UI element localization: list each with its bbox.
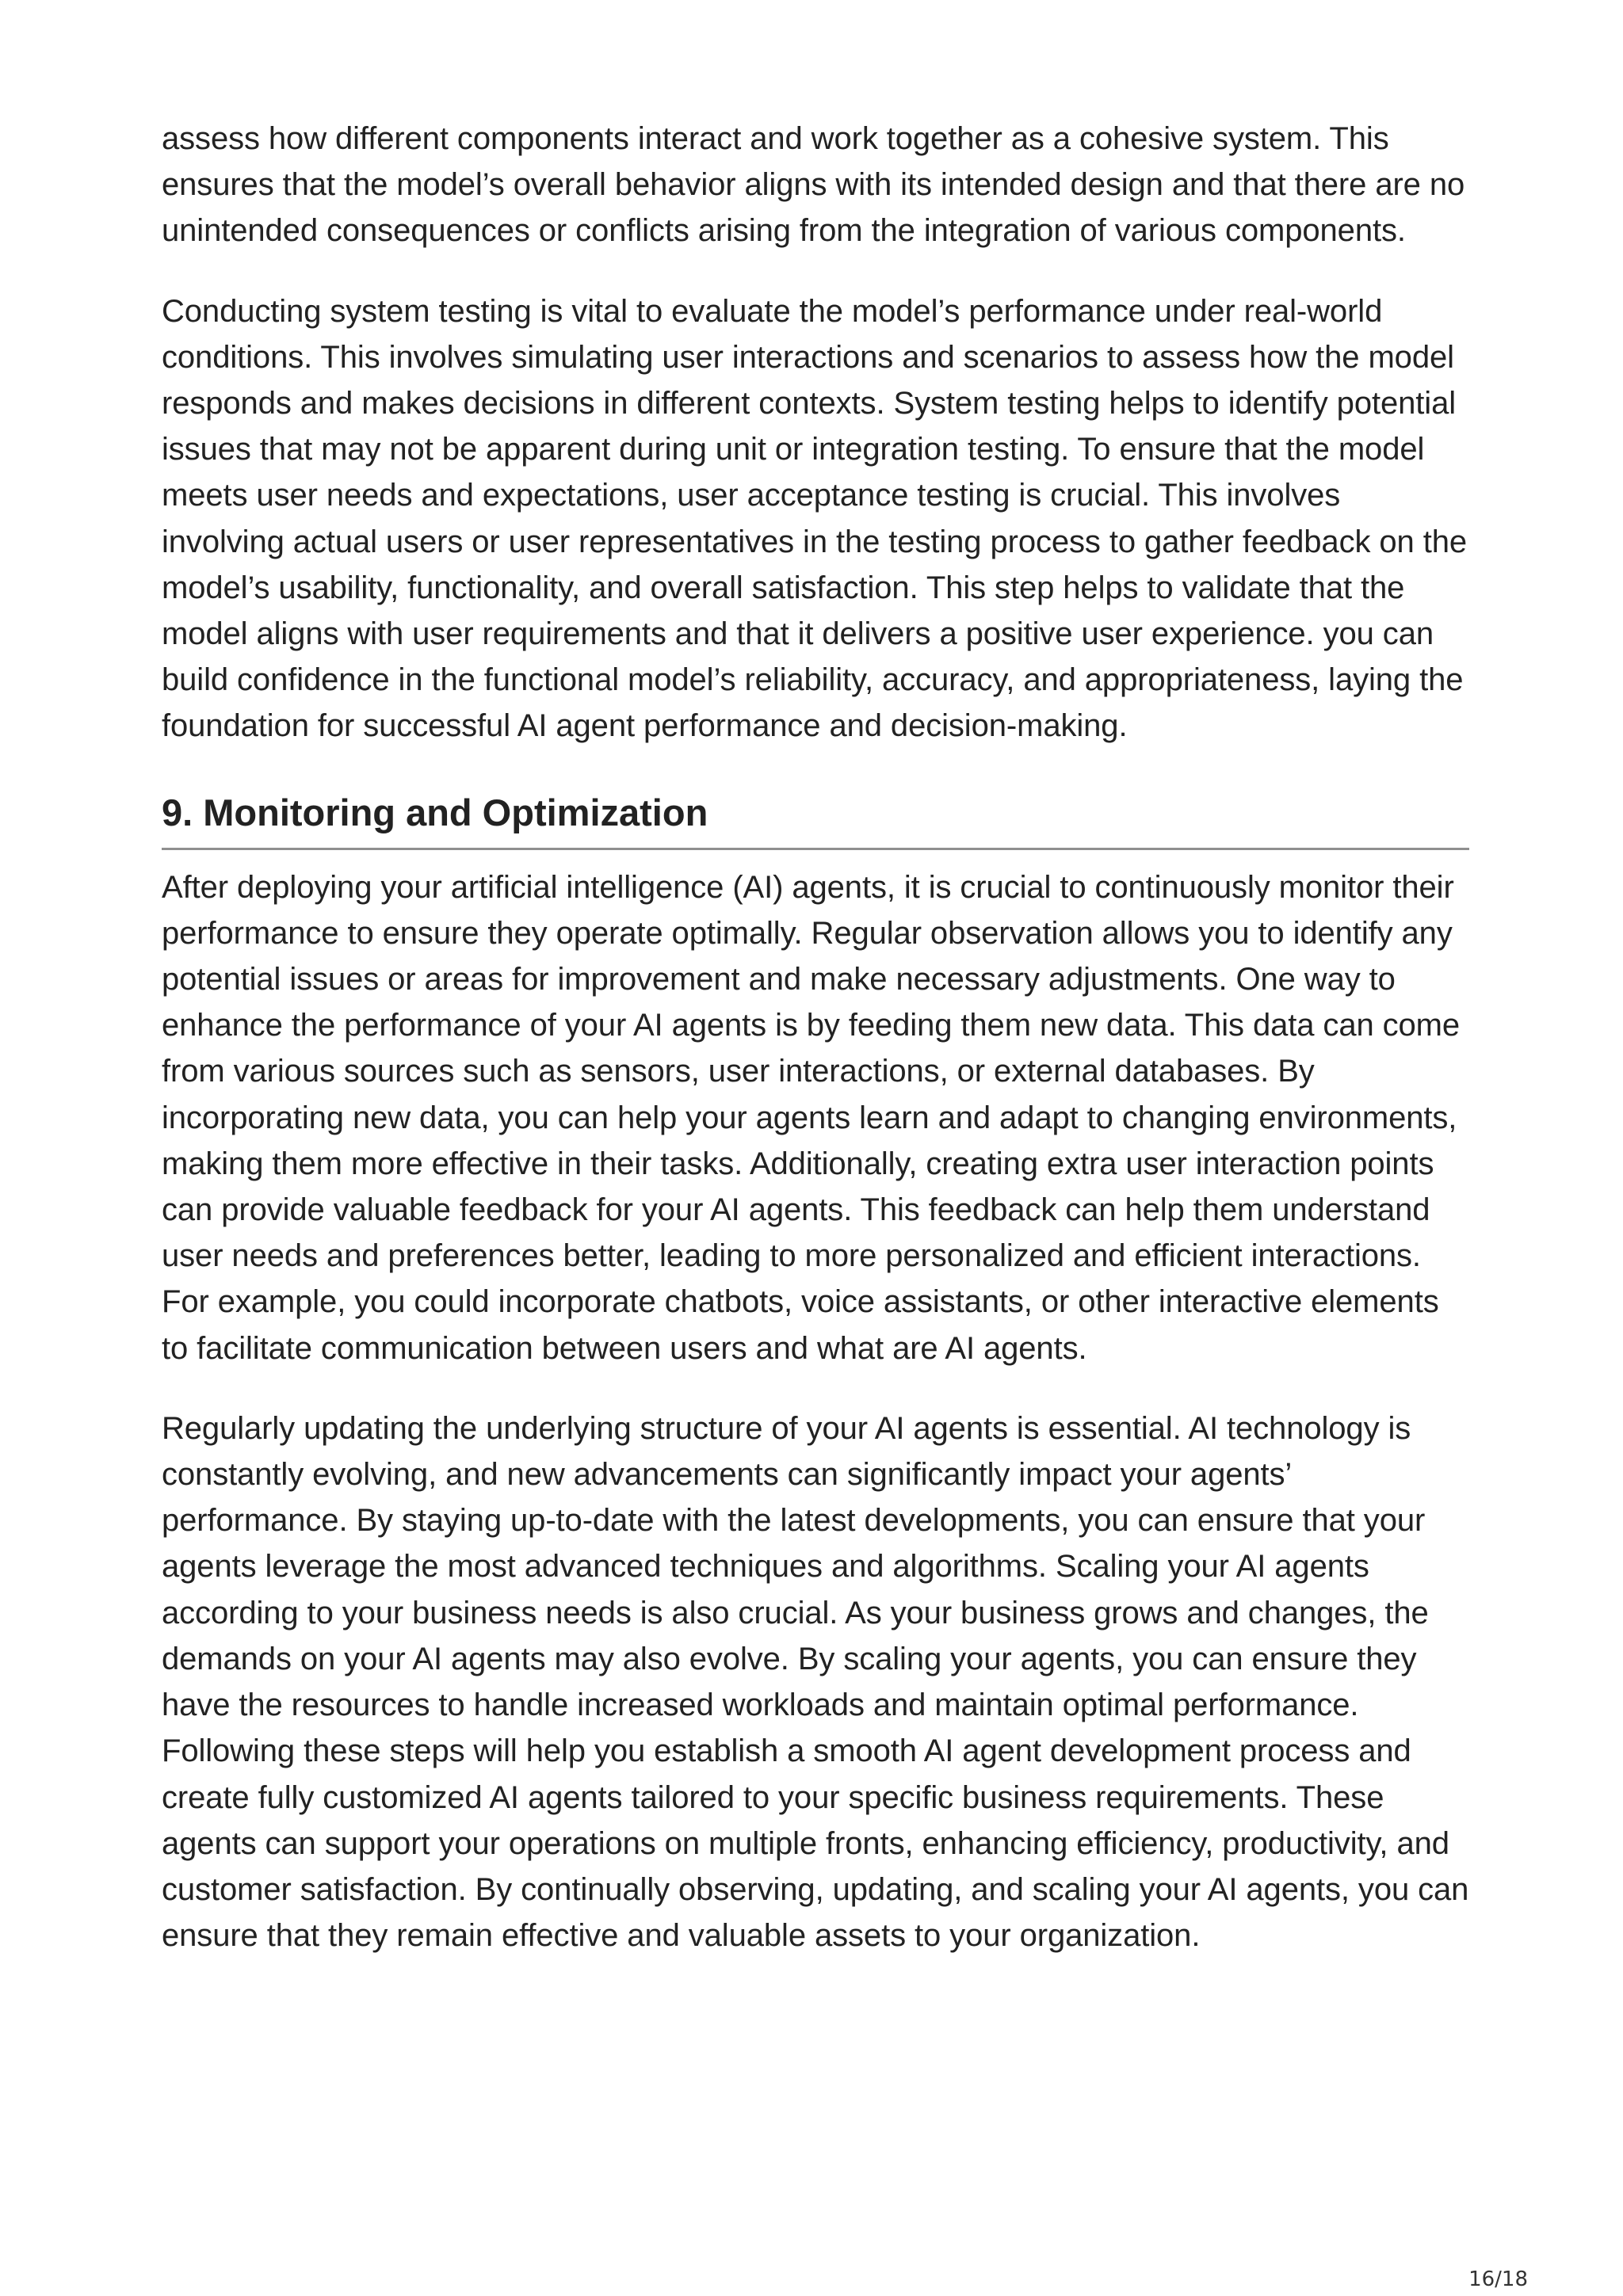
document-page	[162, 116, 1469, 1958]
paragraph-system-testing: Conducting system testing is vital to evaluate the model’s performance under real-world conditions. This involves simulating user interactions and scenarios to assess how the model responds and makes decisions in different contexts. System testing helps to identify potential issues that may not be apparent during unit or integration testing. To ensure that the model meets user needs and expectations, user acceptance testing is crucial. This involves involving actual users or user representatives in the testing process to gather feedback on the model’s usability, functionality, and overall satisfaction. This step helps to validate that the model aligns with user requirements and that it delivers a positive user experience. you can build confidence in the functional model’s reliability, accuracy, and appropriateness, laying the foundation for successful AI agent performance and decision-making.	[162, 293, 1468, 744]
page-number: 16/18	[1468, 2267, 1528, 2291]
paragraph-integration-testing: assess how different components interact and work together as a cohesive system. This ensures that the model’s overall behavior aligns with its intended design and that there are no unintended consequences or conflicts arising from the integration of various components.	[162, 121, 1465, 249]
paragraph-monitoring: After deploying your artificial intelligence (AI) agents, it is crucial to continuously monitor their performance to ensure they operate optimally. Regular observation allows you to identify any potential issues or areas for improvement and make necessary adjustments. One way to enhance the performance of your AI agents is by feeding them new data. This data can come from various sources such as sensors, user interactions, or external databases. By incorporating new data, you can help your agents learn and adapt to changing environments, making them more effective in their tasks. Additionally, creating extra user interaction points can provide valuable feedback for your AI agents. This feedback can help them understand user needs and preferences better, leading to more personalized and efficient interactions. For example, you could incorporate chatbots, voice assistants, or other interactive elements to facilitate communication between users and what are AI agents.	[162, 869, 1461, 1366]
paragraph-optimization: Regularly updating the underlying structure of your AI agents is essential. AI technology is constantly evolving, and new advancements can significantly impact your agents’ performance. By staying up-to-date with the latest developments, you can ensure that your agents leverage the most advanced techniques and algorithms. Scaling your AI agents according to your business needs is also crucial. As your business grows and changes, the demands on your AI agents may also evolve. By scaling your agents, you can ensure they have the resources to handle increased workloads and maintain optimal performance. Following these steps will help you establish a smooth AI agent development process and create fully customized AI agents tailored to your specific business requirements. These agents can support your operations on multiple fronts, enhancing efficiency, productivity, and customer satisfaction. By continually observing, updating, and scaling your AI agents, you can ensure that they remain effective and valuable assets to your organization.	[162, 1410, 1469, 1954]
section-heading-monitoring: 9. Monitoring and Optimization	[162, 789, 1469, 850]
